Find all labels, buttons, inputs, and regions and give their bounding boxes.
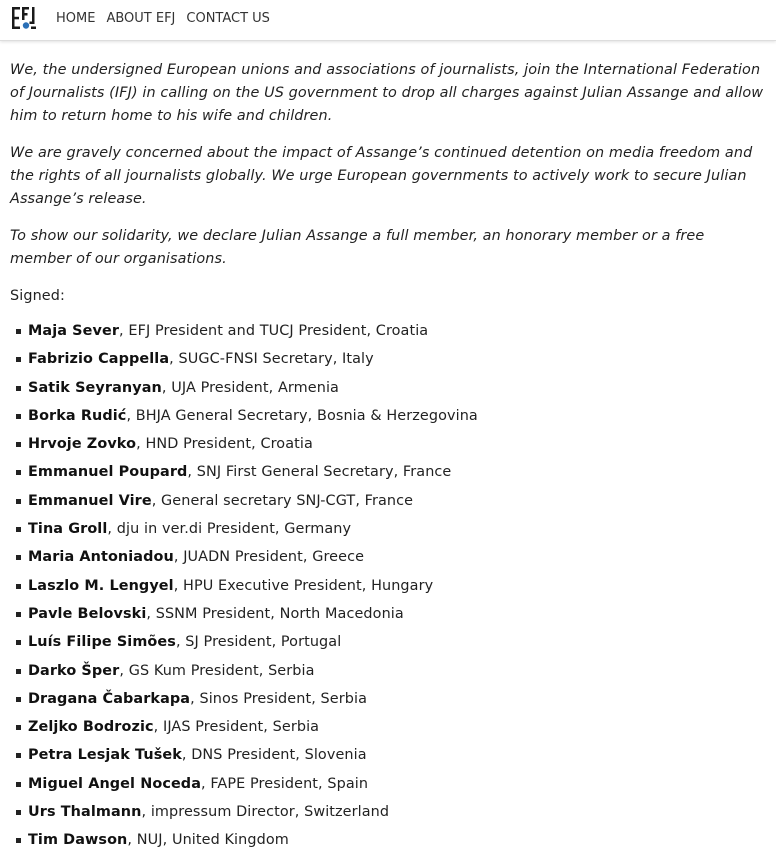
signatory-item <box>10 801 766 824</box>
signatory-role: , BHJA General Secretary, Bosnia & Herzegovina <box>126 407 478 424</box>
signatory-name: Pavle Belovski <box>28 605 147 622</box>
signatory-item <box>10 433 766 456</box>
signatory-name: Urs Thalmann <box>28 804 142 821</box>
paragraph: We, the undersigned European unions and associations of journalists, join the International Federation of Journalists (IFJ) in calling on the US government to drop all charges against Julian Assange and allow him to return home to his wife and children. <box>10 62 764 124</box>
signatory-name: Borka Rudić <box>28 407 127 424</box>
signatory-role: , IJAS President, Serbia <box>153 719 320 736</box>
signed-label: Signed: <box>10 288 65 304</box>
signatory-item <box>10 773 766 796</box>
signatory-name: Fabrizio Cappella <box>28 351 170 368</box>
signatory-role: , JUADN President, Greece <box>173 549 365 566</box>
paragraph: We are gravely concerned about the impact of Assange’s continued detention on media freedom and the rights of all journalists globally. We urge European governments to actively work to secure Julian Assange’s release. <box>10 145 753 207</box>
signatory-role: , FAPE President, Spain <box>201 775 369 792</box>
signatory-name: Miguel Angel Noceda <box>28 775 202 792</box>
signatory-role: , UJA President, Armenia <box>161 379 339 396</box>
signatory-role: , SSNM President, North Macedonia <box>146 605 404 622</box>
signatory-item <box>10 320 766 343</box>
signatory-name: Zeljko Bodrozic <box>28 719 154 736</box>
signatory-item <box>10 575 766 598</box>
signatory-role: , dju in ver.di President, Germany <box>107 521 352 538</box>
signatory-item <box>10 660 766 683</box>
site-header <box>0 0 776 41</box>
nav-contact-us[interactable]: CONTACT US <box>186 10 270 26</box>
signatory-role: , HPU Executive President, Hungary <box>173 577 434 594</box>
signatory-role: , impressum Director, Switzerland <box>141 804 390 821</box>
main-nav <box>56 0 281 36</box>
signatory-role: , General secretary SNJ-CGT, France <box>151 492 414 509</box>
signatory-name: Darko Šper <box>28 662 120 679</box>
signatory-role: , SJ President, Portugal <box>175 634 342 651</box>
signatory-list <box>10 320 766 852</box>
signatory-name: Maja Sever <box>28 323 120 339</box>
signatory-item <box>10 631 766 654</box>
signatory-item <box>10 490 766 513</box>
signatory-role: , SNJ First General Secretary, France <box>187 464 452 481</box>
signatory-item <box>10 744 766 767</box>
signatory-name: Dragana Čabarkapa <box>28 690 191 707</box>
nav-home[interactable]: HOME <box>56 10 96 26</box>
signatory-role: , DNS President, Slovenia <box>181 747 367 764</box>
signatory-item <box>10 461 766 484</box>
paragraph: To show our solidarity, we declare Julian Assange a full member, an honorary member or a free member of our organisations. <box>10 228 705 267</box>
signatory-name: Maria Antoniadou <box>28 549 174 566</box>
signatory-name: Hrvoje Zovko <box>28 436 137 453</box>
signatory-item <box>10 688 766 711</box>
signatory-item <box>10 546 766 569</box>
signatory-name: Emmanuel Vire <box>28 492 152 509</box>
signatory-role: , NUJ, United Kingdom <box>127 832 289 849</box>
signatory-role: , GS Kum President, Serbia <box>119 662 315 679</box>
signatory-role: , SUGC-FNSI Secretary, Italy <box>169 351 374 368</box>
signatory-item <box>10 348 766 371</box>
signatory-name: Tina Groll <box>28 521 108 538</box>
signatory-role: , Sinos President, Serbia <box>190 690 368 707</box>
signatory-item <box>10 829 766 852</box>
nav-about-efj[interactable]: ABOUT EFJ <box>106 10 176 26</box>
signatory-item <box>10 377 766 400</box>
signatory-name: Laszlo M. Lengyel <box>28 577 174 594</box>
article-body <box>10 22 766 858</box>
signatory-item <box>10 405 766 428</box>
signatory-name: Petra Lesjak Tušek <box>28 747 182 764</box>
signatory-role: , HND President, Croatia <box>136 436 313 453</box>
efj-logo[interactable] <box>10 4 38 32</box>
signatory-name: Emmanuel Poupard <box>28 464 188 481</box>
signatory-item <box>10 518 766 541</box>
signatory-item <box>10 716 766 739</box>
signatory-role: , EFJ President and TUCJ President, Croatia <box>119 323 429 339</box>
signatory-name: Luís Filipe Simões <box>28 634 176 651</box>
signatory-item <box>10 603 766 626</box>
efj-logo-icon <box>10 4 38 32</box>
signatory-name: Satik Seyranyan <box>28 379 162 396</box>
signatory-name: Tim Dawson <box>28 832 128 849</box>
